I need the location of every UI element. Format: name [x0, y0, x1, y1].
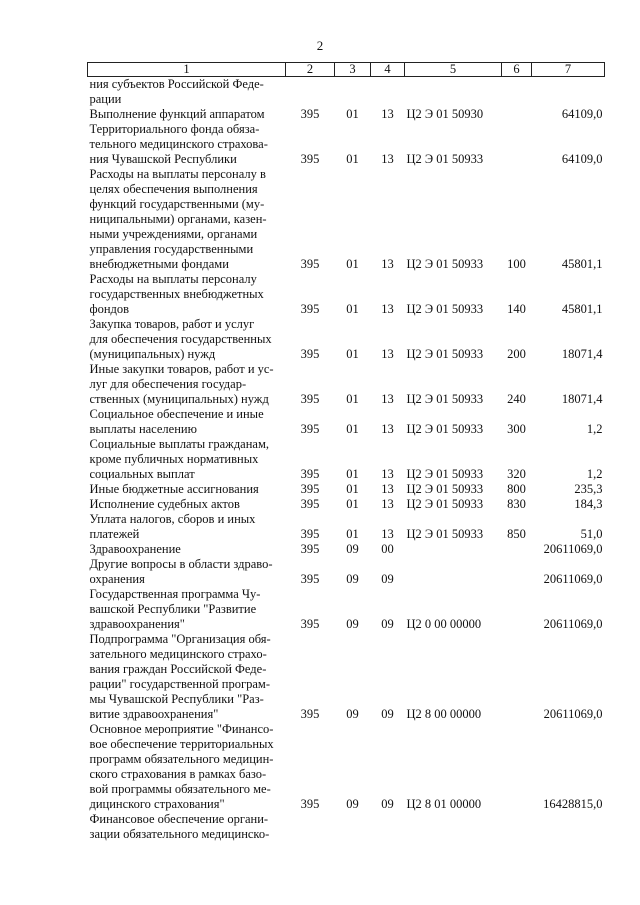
row-name-line: вашской Республики "Развитие — [89, 602, 257, 616]
section-code-cell: 01 — [346, 527, 359, 541]
row-name-line: ния Чувашской Республики — [89, 152, 237, 166]
ministry-code-cell: 395 — [300, 107, 320, 121]
row-name-line: зательного медицинского страхо- — [89, 647, 267, 661]
row-name-cell — [88, 272, 286, 317]
table-row — [88, 542, 605, 557]
row-name-line: витие здравоохранения" — [89, 707, 219, 721]
row-name-line: ского страхования в рамках базо- — [89, 767, 267, 781]
row-name-line: Исполнение судебных актов — [89, 497, 240, 511]
subsection-code-cell: 09 — [381, 707, 394, 721]
table-row — [88, 557, 605, 587]
target-article-cell — [405, 812, 502, 842]
amount-cell: 184,3 — [574, 497, 603, 511]
table-row — [88, 317, 605, 362]
table-row — [88, 107, 605, 122]
row-name-cell — [88, 407, 286, 437]
column-header: 5 — [405, 63, 502, 77]
subsection-code-cell: 13 — [381, 152, 394, 166]
row-name-line: кроме публичных нормативных — [89, 452, 259, 466]
table-row — [88, 482, 605, 497]
expense-type-cell — [502, 542, 532, 557]
row-name-line: Иные закупки товаров, работ и ус- — [89, 362, 274, 376]
target-article-cell: Ц2 Э 01 50933 — [406, 497, 484, 511]
row-name-cell — [88, 107, 286, 122]
row-name-line: вое обеспечение территориальных — [89, 737, 274, 751]
section-code-cell: 09 — [346, 572, 359, 586]
target-article-cell — [405, 557, 502, 587]
column-header: 6 — [502, 63, 532, 77]
amount-cell: 45801,1 — [561, 302, 603, 316]
row-name-line: программ обязательного медицин- — [89, 752, 274, 766]
ministry-code-cell: 395 — [300, 542, 320, 556]
amount-cell: 1,2 — [586, 422, 603, 436]
subsection-code-cell: 13 — [381, 257, 394, 271]
subsection-code-cell: 13 — [381, 422, 394, 436]
expense-type-cell: 800 — [507, 482, 526, 496]
expense-type-cell — [502, 557, 532, 587]
row-name-line: Социальное обеспечение и иные — [89, 407, 264, 421]
section-code-cell: 01 — [346, 257, 359, 271]
ministry-code-cell: 395 — [300, 302, 320, 316]
ministry-code-cell: 395 — [300, 497, 320, 511]
expense-type-cell — [502, 107, 532, 122]
row-name-line: Здравоохранение — [89, 542, 181, 556]
expense-type-cell: 850 — [507, 527, 526, 541]
subsection-code-cell: 13 — [381, 347, 394, 361]
expense-type-cell: 140 — [507, 302, 526, 316]
table-row — [88, 497, 605, 512]
amount-cell — [532, 77, 605, 108]
row-name-line: государственных внебюджетных — [89, 287, 264, 301]
expense-type-cell — [502, 122, 532, 167]
table-row — [88, 632, 605, 722]
subsection-code-cell — [371, 77, 405, 108]
expense-type-cell — [502, 587, 532, 632]
table-row — [88, 722, 605, 812]
row-name-line: Выполнение функций аппаратом — [89, 107, 265, 121]
ministry-code-cell: 395 — [300, 617, 320, 631]
table-row — [88, 362, 605, 407]
row-name-line: вания граждан Российской Феде- — [89, 662, 267, 676]
row-name-line: здравоохранения" — [89, 617, 185, 631]
row-name-cell — [88, 557, 286, 587]
row-name-line: ными учреждениями, органами — [89, 227, 258, 241]
subsection-code-cell: 00 — [381, 542, 394, 556]
row-name-line: рации" государственной програм- — [89, 677, 270, 691]
row-name-line: Финансовое обеспечение органи- — [89, 812, 269, 826]
target-article-cell — [405, 77, 502, 108]
subsection-code-cell: 13 — [381, 392, 394, 406]
target-article-cell: Ц2 0 00 00000 — [406, 617, 482, 631]
row-name-cell — [88, 632, 286, 722]
target-article-cell: Ц2 Э 01 50933 — [406, 527, 484, 541]
row-name-cell — [88, 587, 286, 632]
target-article-cell: Ц2 Э 01 50933 — [406, 467, 484, 481]
ministry-code-cell: 395 — [300, 257, 320, 271]
target-article-cell — [405, 542, 502, 557]
section-code-cell: 01 — [346, 422, 359, 436]
row-name-cell — [88, 167, 286, 272]
row-name-cell — [88, 437, 286, 482]
row-name-line: зации обязательного медицинско- — [89, 827, 270, 841]
table-row — [88, 77, 605, 108]
row-name-cell — [88, 362, 286, 407]
target-article-cell: Ц2 Э 01 50933 — [406, 392, 484, 406]
subsection-code-cell: 13 — [381, 527, 394, 541]
row-name-cell — [88, 497, 286, 512]
page-number: 2 — [316, 38, 324, 53]
expense-type-cell: 300 — [507, 422, 526, 436]
row-name-line: луг для обеспечения государ- — [89, 377, 247, 391]
ministry-code-cell — [286, 77, 335, 108]
subsection-code-cell — [371, 812, 405, 842]
row-name-line: Государственная программа Чу- — [89, 587, 261, 601]
ministry-code-cell — [286, 812, 335, 842]
ministry-code-cell: 395 — [300, 797, 320, 811]
expense-type-cell — [502, 812, 532, 842]
section-code-cell: 01 — [346, 302, 359, 316]
expense-type-cell: 200 — [507, 347, 526, 361]
row-name-line: Расходы на выплаты персоналу — [89, 272, 257, 286]
row-name-line: Иные бюджетные ассигнования — [89, 482, 259, 496]
ministry-code-cell: 395 — [300, 152, 320, 166]
row-name-line: функций государственными (му- — [89, 197, 265, 211]
table-row — [88, 407, 605, 437]
table-row — [88, 587, 605, 632]
subsection-code-cell: 13 — [381, 107, 394, 121]
expense-type-cell — [502, 722, 532, 812]
amount-cell: 20611069,0 — [543, 542, 603, 556]
row-name-line: дицинского страхования" — [89, 797, 225, 811]
amount-cell: 20611069,0 — [543, 707, 603, 721]
amount-cell: 20611069,0 — [543, 572, 603, 586]
row-name-line: целях обеспечения выполнения — [89, 182, 258, 196]
column-header: 1 — [88, 63, 286, 77]
row-name-line: Территориального фонда обяза- — [89, 122, 260, 136]
row-name-cell — [88, 812, 286, 842]
amount-cell: 1,2 — [586, 467, 603, 481]
target-article-cell: Ц2 Э 01 50933 — [406, 422, 484, 436]
row-name-cell — [88, 542, 286, 557]
amount-cell: 64109,0 — [561, 107, 603, 121]
subsection-code-cell: 13 — [381, 302, 394, 316]
row-name-line: вой программы обязательного ме- — [89, 782, 271, 796]
subsection-code-cell: 09 — [381, 797, 394, 811]
ministry-code-cell: 395 — [300, 392, 320, 406]
amount-cell: 45801,1 — [561, 257, 603, 271]
row-name-line: Уплата налогов, сборов и иных — [89, 512, 256, 526]
subsection-code-cell: 13 — [381, 482, 394, 496]
expense-type-cell: 240 — [507, 392, 526, 406]
row-name-line: Социальные выплаты гражданам, — [89, 437, 270, 451]
target-article-cell: Ц2 8 00 00000 — [406, 707, 482, 721]
section-code-cell: 09 — [346, 542, 359, 556]
section-code-cell: 09 — [346, 617, 359, 631]
expense-type-cell: 830 — [507, 497, 526, 511]
amount-cell: 18071,4 — [561, 392, 603, 406]
ministry-code-cell: 395 — [300, 347, 320, 361]
target-article-cell: Ц2 Э 01 50930 — [406, 107, 484, 121]
section-code-cell: 09 — [346, 707, 359, 721]
row-name-line: охранения — [89, 572, 145, 586]
column-header: 4 — [371, 63, 405, 77]
row-name-line: внебюджетными фондами — [89, 257, 229, 271]
row-name-line: платежей — [89, 527, 140, 541]
expense-type-cell — [502, 632, 532, 722]
row-name-cell — [88, 317, 286, 362]
row-name-line: тельного медицинского страхова- — [89, 137, 268, 151]
amount-cell: 64109,0 — [561, 152, 603, 166]
ministry-code-cell: 395 — [300, 527, 320, 541]
row-name-cell — [88, 77, 286, 108]
target-article-cell: Ц2 Э 01 50933 — [406, 302, 484, 316]
section-code-cell: 09 — [346, 797, 359, 811]
row-name-line: ниципальными) органами, казен- — [89, 212, 267, 226]
subsection-code-cell: 09 — [381, 617, 394, 631]
row-name-line: Закупка товаров, работ и услуг — [89, 317, 255, 331]
ministry-code-cell: 395 — [300, 467, 320, 481]
row-name-line: (муниципальных) нужд — [89, 347, 216, 361]
section-code-cell — [335, 77, 371, 108]
row-name-line: Другие вопросы в области здраво- — [89, 557, 273, 571]
table-row — [88, 122, 605, 167]
ministry-code-cell: 395 — [300, 482, 320, 496]
expense-type-cell: 320 — [507, 467, 526, 481]
amount-cell: 235,3 — [574, 482, 603, 496]
ministry-code-cell: 395 — [300, 572, 320, 586]
target-article-cell: Ц2 8 01 00000 — [406, 797, 482, 811]
expense-type-cell — [502, 77, 532, 108]
column-header: 7 — [532, 63, 605, 77]
section-code-cell: 01 — [346, 347, 359, 361]
row-name-cell — [88, 482, 286, 497]
row-name-cell — [88, 512, 286, 542]
amount-cell: 20611069,0 — [543, 617, 603, 631]
amount-cell: 18071,4 — [561, 347, 603, 361]
section-code-cell: 01 — [346, 392, 359, 406]
expense-type-cell: 100 — [507, 257, 526, 271]
row-name-line: Основное мероприятие "Финансо- — [89, 722, 274, 736]
column-number-header — [88, 63, 605, 77]
amount-cell: 51,0 — [580, 527, 603, 541]
row-name-line: социальных выплат — [89, 467, 195, 481]
ministry-code-cell: 395 — [300, 422, 320, 436]
ministry-code-cell: 395 — [300, 707, 320, 721]
target-article-cell: Ц2 Э 01 50933 — [406, 152, 484, 166]
row-name-line: управления государственными — [89, 242, 254, 256]
row-name-line: мы Чувашской Республики "Раз- — [89, 692, 264, 706]
section-code-cell: 01 — [346, 152, 359, 166]
row-name-line: выплаты населению — [89, 422, 197, 436]
subsection-code-cell: 09 — [381, 572, 394, 586]
table-row — [88, 812, 605, 842]
amount-cell — [532, 812, 605, 842]
target-article-cell: Ц2 Э 01 50933 — [406, 257, 484, 271]
table-row — [88, 167, 605, 272]
table-row — [88, 512, 605, 542]
subsection-code-cell: 13 — [381, 497, 394, 511]
row-name-line: фондов — [89, 302, 130, 316]
section-code-cell: 01 — [346, 482, 359, 496]
section-code-cell — [335, 812, 371, 842]
row-name-line: ния субъектов Российской Феде- — [89, 77, 264, 91]
row-name-line: Расходы на выплаты персоналу в — [89, 167, 266, 181]
section-code-cell: 01 — [346, 107, 359, 121]
row-name-line: ственных (муниципальных) нужд — [89, 392, 269, 406]
row-name-line: рации — [89, 92, 122, 106]
section-code-cell: 01 — [346, 467, 359, 481]
table-row — [88, 437, 605, 482]
target-article-cell: Ц2 Э 01 50933 — [406, 482, 484, 496]
section-code-cell: 01 — [346, 497, 359, 511]
table-row — [88, 272, 605, 317]
row-name-cell — [88, 122, 286, 167]
row-name-line: для обеспечения государственных — [89, 332, 272, 346]
row-name-line: Подпрограмма "Организация обя- — [89, 632, 271, 646]
row-name-cell — [88, 722, 286, 812]
column-header: 3 — [335, 63, 371, 77]
budget-table — [87, 62, 605, 842]
column-header: 2 — [286, 63, 335, 77]
target-article-cell: Ц2 Э 01 50933 — [406, 347, 484, 361]
subsection-code-cell: 13 — [381, 467, 394, 481]
amount-cell: 16428815,0 — [543, 797, 603, 811]
